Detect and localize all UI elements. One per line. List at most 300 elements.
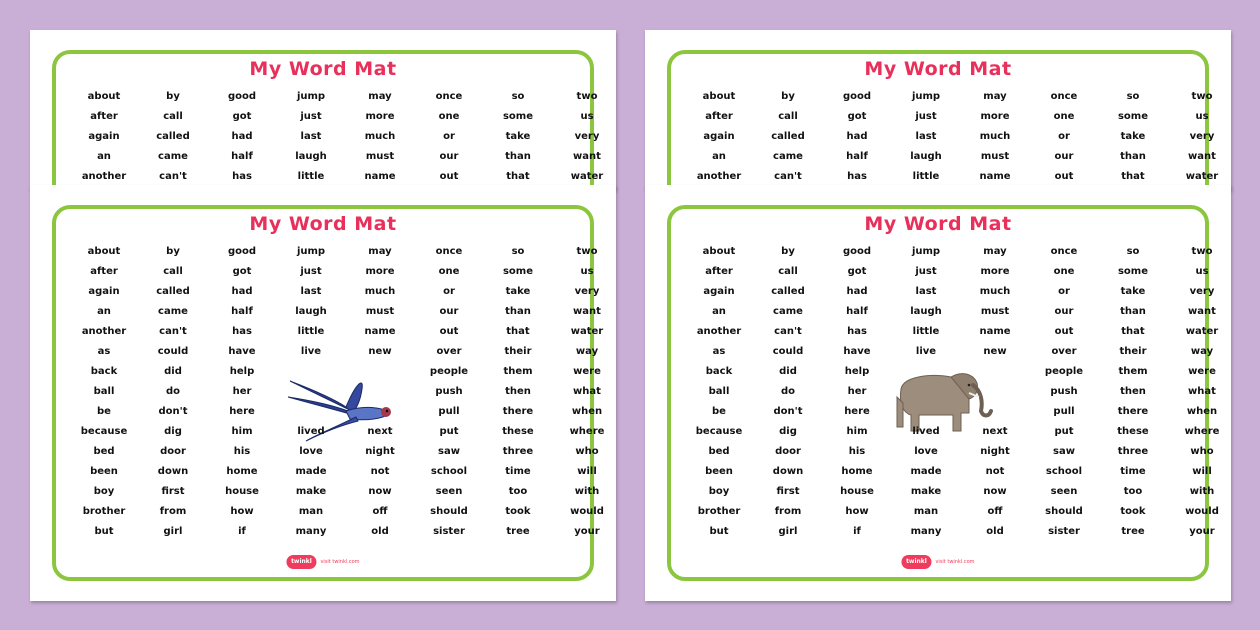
word-many: many <box>295 526 327 537</box>
word-last: last <box>300 131 322 142</box>
word-got: got <box>232 111 252 122</box>
word-next: next <box>982 426 1008 437</box>
word-came: came <box>158 151 188 162</box>
word-laugh: laugh <box>295 306 327 317</box>
word-will: will <box>577 466 597 477</box>
word-people: people <box>429 366 469 377</box>
word-his: his <box>848 446 866 457</box>
word-night: night <box>365 446 395 457</box>
word-us: us <box>580 266 594 277</box>
word-when: when <box>1186 406 1218 417</box>
word-water: water <box>570 171 604 182</box>
word-live: live <box>915 346 937 357</box>
word-mat-frame <box>667 205 1220 581</box>
word-because: because <box>80 426 128 437</box>
word-had: had <box>231 286 253 297</box>
word-as: as <box>97 346 111 357</box>
word-jump: jump <box>296 91 326 102</box>
word-once: once <box>1050 91 1078 102</box>
word-two: two <box>576 246 598 257</box>
word-has: has <box>232 171 252 182</box>
word-where: where <box>569 426 605 437</box>
word-an: an <box>97 151 111 162</box>
word-there: there <box>1117 406 1149 417</box>
word-some: some <box>502 266 534 277</box>
word-made: made <box>910 466 942 477</box>
word-some: some <box>1117 266 1149 277</box>
word-because: because <box>695 426 743 437</box>
word-brother: brother <box>82 506 126 517</box>
word-be: be <box>712 406 726 417</box>
word-much: much <box>979 131 1011 142</box>
word-just: just <box>915 266 937 277</box>
word-call: call <box>778 111 798 122</box>
word-after: after <box>705 266 733 277</box>
word-call: call <box>163 266 183 277</box>
word-make: make <box>910 486 942 497</box>
word-time: time <box>1120 466 1146 477</box>
word-little: little <box>912 171 940 182</box>
word-may: may <box>983 91 1007 102</box>
word-house: house <box>840 486 874 497</box>
word-some: some <box>1117 111 1149 122</box>
word-more: more <box>980 111 1010 122</box>
word-boy: boy <box>708 486 730 497</box>
word-saw: saw <box>1053 446 1075 457</box>
word-but: but <box>709 526 729 537</box>
word-our: our <box>439 151 459 162</box>
word-about: about <box>702 246 736 257</box>
word-dont: don't <box>773 406 803 417</box>
word-pull: pull <box>438 406 460 417</box>
word-door: door <box>775 446 801 457</box>
word-girl: girl <box>778 526 798 537</box>
mat-title: My Word Mat <box>249 58 397 80</box>
logo-url: visit twinkl.com <box>320 559 360 565</box>
word-very: very <box>574 286 600 297</box>
word-good: good <box>842 91 872 102</box>
word-had: had <box>846 131 868 142</box>
word-half: half <box>231 151 253 162</box>
word-or: or <box>443 131 455 142</box>
word-half: half <box>846 151 868 162</box>
word-school: school <box>1045 466 1083 477</box>
mat-title: My Word Mat <box>249 213 397 235</box>
word-than: than <box>1120 306 1146 317</box>
word-than: than <box>505 151 531 162</box>
word-from: from <box>774 506 802 517</box>
word-but: but <box>94 526 114 537</box>
word-name: name <box>364 171 396 182</box>
word-had: had <box>231 131 253 142</box>
word-may: may <box>368 246 392 257</box>
word-brother: brother <box>697 506 741 517</box>
word-laugh: laugh <box>910 151 942 162</box>
word-so: so <box>511 246 525 257</box>
word-help: help <box>229 366 255 377</box>
word-with: with <box>1189 486 1215 497</box>
word-here: here <box>229 406 255 417</box>
word-than: than <box>505 306 531 317</box>
word-way: way <box>1190 346 1214 357</box>
word-mat-sheet-front-right <box>645 185 1231 601</box>
word-do: do <box>780 386 796 397</box>
word-too: too <box>508 486 528 497</box>
word-will: will <box>1192 466 1212 477</box>
word-good: good <box>227 246 257 257</box>
word-just: just <box>915 111 937 122</box>
word-man: man <box>913 506 939 517</box>
word-if: if <box>238 526 246 537</box>
word-about: about <box>87 91 121 102</box>
word-not: not <box>985 466 1005 477</box>
word-cant: can't <box>159 326 187 337</box>
word-more: more <box>365 266 395 277</box>
word-then: then <box>505 386 531 397</box>
word-how: how <box>230 506 254 517</box>
word-cant: can't <box>774 326 802 337</box>
word-make: make <box>295 486 327 497</box>
word-door: door <box>160 446 186 457</box>
word-called: called <box>156 286 190 297</box>
word-two: two <box>1191 91 1213 102</box>
word-another: another <box>81 171 127 182</box>
word-got: got <box>847 111 867 122</box>
word-how: how <box>845 506 869 517</box>
word-night: night <box>980 446 1010 457</box>
word-seen: seen <box>435 486 463 497</box>
word-that: that <box>506 326 530 337</box>
word-new: new <box>983 346 1007 357</box>
word-these: these <box>1117 426 1149 437</box>
word-do: do <box>165 386 181 397</box>
word-your: your <box>574 526 600 537</box>
word-made: made <box>295 466 327 477</box>
word-home: home <box>226 466 258 477</box>
word-tree: tree <box>1121 526 1145 537</box>
word-last: last <box>300 286 322 297</box>
logo-badge: twinkl <box>901 555 931 569</box>
word-once: once <box>435 91 463 102</box>
word-jump: jump <box>911 91 941 102</box>
word-off: off <box>372 506 388 517</box>
word-called: called <box>156 131 190 142</box>
word-where: where <box>1184 426 1220 437</box>
word-once: once <box>435 246 463 257</box>
word-so: so <box>511 91 525 102</box>
word-new: new <box>368 346 392 357</box>
word-been: been <box>705 466 733 477</box>
word-dig: dig <box>164 426 182 437</box>
word-did: did <box>164 366 182 377</box>
word-about: about <box>702 91 736 102</box>
word-help: help <box>844 366 870 377</box>
word-us: us <box>580 111 594 122</box>
word-would: would <box>570 506 604 517</box>
word-very: very <box>1189 286 1215 297</box>
word-her: her <box>232 386 252 397</box>
word-again: again <box>703 286 735 297</box>
word-lived: lived <box>297 426 325 437</box>
word-these: these <box>502 426 534 437</box>
word-seen: seen <box>1050 486 1078 497</box>
word-water: water <box>570 326 604 337</box>
word-again: again <box>703 131 735 142</box>
word-out: out <box>1054 171 1074 182</box>
word-water: water <box>1185 171 1219 182</box>
word-saw: saw <box>438 446 460 457</box>
word-or: or <box>1058 286 1070 297</box>
word-that: that <box>1121 171 1145 182</box>
word-too: too <box>1123 486 1143 497</box>
word-three: three <box>502 446 534 457</box>
word-an: an <box>712 306 726 317</box>
word-out: out <box>439 326 459 337</box>
word-with: with <box>574 486 600 497</box>
word-want: want <box>573 306 601 317</box>
word-again: again <box>88 131 120 142</box>
word-by: by <box>166 91 180 102</box>
word-jump: jump <box>296 246 326 257</box>
word-laugh: laugh <box>295 151 327 162</box>
word-by: by <box>166 246 180 257</box>
twinkl-logo <box>286 555 359 569</box>
word-or: or <box>443 286 455 297</box>
word-push: push <box>435 386 463 397</box>
word-bed: bed <box>708 446 730 457</box>
word-old: old <box>986 526 1004 537</box>
word-had: had <box>846 286 868 297</box>
word-did: did <box>779 366 797 377</box>
word-were: were <box>1188 366 1216 377</box>
word-came: came <box>773 151 803 162</box>
word-half: half <box>231 306 253 317</box>
word-after: after <box>705 111 733 122</box>
word-one: one <box>438 266 460 277</box>
word-first: first <box>161 486 185 497</box>
word-take: take <box>505 286 531 297</box>
word-him: him <box>231 426 253 437</box>
word-may: may <box>983 246 1007 257</box>
word-down: down <box>157 466 189 477</box>
word-took: took <box>1120 506 1146 517</box>
word-name: name <box>979 326 1011 337</box>
word-as: as <box>712 346 726 357</box>
logo-badge: twinkl <box>286 555 316 569</box>
word-last: last <box>915 286 937 297</box>
word-just: just <box>300 111 322 122</box>
word-half: half <box>846 306 868 317</box>
word-after: after <box>90 266 118 277</box>
word-ball: ball <box>93 386 115 397</box>
word-have: have <box>228 346 256 357</box>
word-what: what <box>573 386 601 397</box>
word-could: could <box>157 346 189 357</box>
word-mat-frame <box>52 205 605 581</box>
word-one: one <box>438 111 460 122</box>
word-came: came <box>773 306 803 317</box>
word-would: would <box>1185 506 1219 517</box>
word-down: down <box>772 466 804 477</box>
word-that: that <box>506 171 530 182</box>
word-their: their <box>504 346 532 357</box>
word-mat-frame <box>52 50 604 190</box>
word-took: took <box>505 506 531 517</box>
word-dig: dig <box>779 426 797 437</box>
word-dont: don't <box>158 406 188 417</box>
word-when: when <box>571 406 603 417</box>
word-back: back <box>705 366 733 377</box>
word-out: out <box>1054 326 1074 337</box>
word-your: your <box>1189 526 1215 537</box>
word-good: good <box>227 91 257 102</box>
word-after: after <box>90 111 118 122</box>
word-live: live <box>300 346 322 357</box>
word-old: old <box>371 526 389 537</box>
word-name: name <box>364 326 396 337</box>
word-must: must <box>980 306 1010 317</box>
word-them: them <box>503 366 533 377</box>
word-much: much <box>364 131 396 142</box>
word-has: has <box>847 171 867 182</box>
word-another: another <box>696 326 742 337</box>
word-laugh: laugh <box>910 306 942 317</box>
word-one: one <box>1053 111 1075 122</box>
word-over: over <box>436 346 462 357</box>
word-take: take <box>505 131 531 142</box>
word-sister: sister <box>1048 526 1080 537</box>
word-may: may <box>368 91 392 102</box>
word-off: off <box>987 506 1003 517</box>
word-tree: tree <box>506 526 530 537</box>
word-cant: can't <box>159 171 187 182</box>
word-love: love <box>914 446 938 457</box>
word-got: got <box>847 266 867 277</box>
word-put: put <box>439 426 459 437</box>
word-called: called <box>771 131 805 142</box>
word-home: home <box>841 466 873 477</box>
word-so: so <box>1126 246 1140 257</box>
word-once: once <box>1050 246 1078 257</box>
word-want: want <box>1188 306 1216 317</box>
word-just: just <box>300 266 322 277</box>
word-from: from <box>159 506 187 517</box>
word-jump: jump <box>911 246 941 257</box>
word-him: him <box>846 426 868 437</box>
word-their: their <box>1119 346 1147 357</box>
word-should: should <box>430 506 468 517</box>
word-much: much <box>979 286 1011 297</box>
word-should: should <box>1045 506 1083 517</box>
word-an: an <box>97 306 111 317</box>
word-very: very <box>574 131 600 142</box>
word-here: here <box>844 406 870 417</box>
word-next: next <box>367 426 393 437</box>
word-love: love <box>299 446 323 457</box>
word-first: first <box>776 486 800 497</box>
word-has: has <box>232 326 252 337</box>
word-man: man <box>298 506 324 517</box>
word-one: one <box>1053 266 1075 277</box>
word-boy: boy <box>93 486 115 497</box>
word-good: good <box>842 246 872 257</box>
logo-url: visit twinkl.com <box>935 559 975 565</box>
word-now: now <box>368 486 392 497</box>
word-by: by <box>781 91 795 102</box>
word-about: about <box>87 246 121 257</box>
word-much: much <box>364 286 396 297</box>
word-little: little <box>297 326 325 337</box>
word-school: school <box>430 466 468 477</box>
word-pull: pull <box>1053 406 1075 417</box>
word-last: last <box>915 131 937 142</box>
word-them: them <box>1118 366 1148 377</box>
word-way: way <box>575 346 599 357</box>
word-were: were <box>573 366 601 377</box>
word-put: put <box>1054 426 1074 437</box>
word-cant: can't <box>774 171 802 182</box>
word-us: us <box>1195 266 1209 277</box>
word-house: house <box>225 486 259 497</box>
word-some: some <box>502 111 534 122</box>
word-mat-sheet-front-left <box>30 185 616 601</box>
word-must: must <box>365 306 395 317</box>
word-three: three <box>1117 446 1149 457</box>
word-there: there <box>502 406 534 417</box>
word-that: that <box>1121 326 1145 337</box>
word-our: our <box>1054 151 1074 162</box>
word-be: be <box>97 406 111 417</box>
mat-title: My Word Mat <box>864 213 1012 235</box>
word-if: if <box>853 526 861 537</box>
word-lived: lived <box>912 426 940 437</box>
word-our: our <box>439 306 459 317</box>
word-who: who <box>1190 446 1214 457</box>
word-our: our <box>1054 306 1074 317</box>
word-bed: bed <box>93 446 115 457</box>
word-ball: ball <box>708 386 730 397</box>
word-call: call <box>778 266 798 277</box>
word-push: push <box>1050 386 1078 397</box>
word-want: want <box>573 151 601 162</box>
word-more: more <box>980 266 1010 277</box>
word-mat-sheet-back-left <box>30 30 616 190</box>
mat-title: My Word Mat <box>864 58 1012 80</box>
word-must: must <box>980 151 1010 162</box>
word-us: us <box>1195 111 1209 122</box>
word-has: has <box>847 326 867 337</box>
word-now: now <box>983 486 1007 497</box>
word-must: must <box>365 151 395 162</box>
word-or: or <box>1058 131 1070 142</box>
word-two: two <box>576 91 598 102</box>
word-not: not <box>370 466 390 477</box>
word-girl: girl <box>163 526 183 537</box>
word-people: people <box>1044 366 1084 377</box>
word-want: want <box>1188 151 1216 162</box>
word-many: many <box>910 526 942 537</box>
word-call: call <box>163 111 183 122</box>
word-been: been <box>90 466 118 477</box>
word-take: take <box>1120 131 1146 142</box>
word-who: who <box>575 446 599 457</box>
word-by: by <box>781 246 795 257</box>
word-two: two <box>1191 246 1213 257</box>
word-got: got <box>232 266 252 277</box>
word-another: another <box>81 326 127 337</box>
word-what: what <box>1188 386 1216 397</box>
word-take: take <box>1120 286 1146 297</box>
